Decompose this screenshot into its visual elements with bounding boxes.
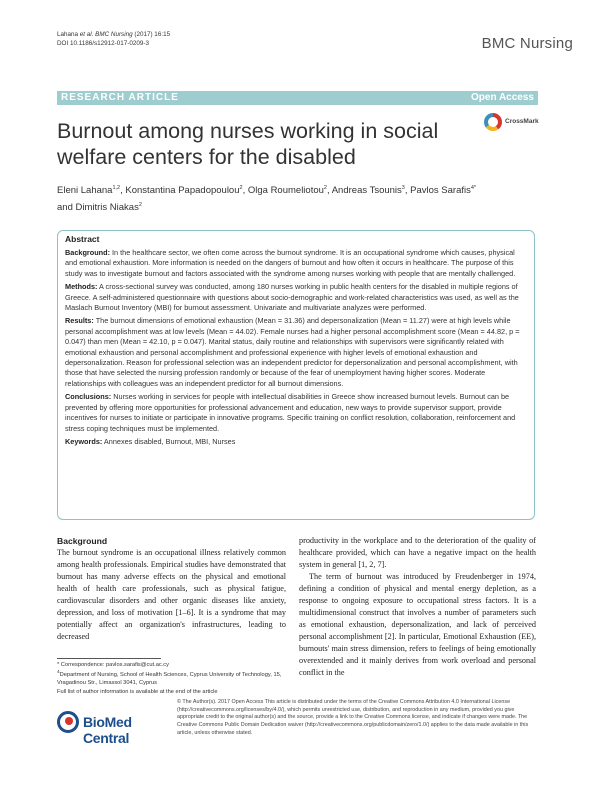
- section-label: Results:: [65, 316, 94, 326]
- section-text: Nurses working in services for people with intellectual disabilities in Greece show increased burnout levels. Burnout can be prevented by offering more opportunities for professional advancement and education, new ways to provide supervisor support, provide incentives for nurses to initiate or participate in innovative programs. Specific training on conflict resolution, collaboration, reinforcement and stress coping techniques must be implemented.: [65, 392, 516, 433]
- section-text: A cross-sectional survey was conducted, among 180 nurses working in public health centers for the disabled in multiple regions of Greece. A self-administered questionnaire with questions about socio-demographic and work-related characteristics was used, as well as the Maslach Burnout Inventory (MBI) for burnout assessment. Univariate and multivariate analyzes were performed.: [65, 282, 519, 313]
- author-affiliation-sup: 3: [401, 185, 405, 191]
- bmc-logo-icon: [57, 711, 79, 733]
- open-access-label: Open Access: [471, 92, 534, 103]
- section-text: In the healthcare sector, we often come across the burnout syndrome. It is an occupational syndrome which causes, physical and emotional exhaustion. More information is needed on the dangers of burnout and how often it occurs in healthcare. The purpose of this study was to investigate burnout and factors associated with the syndrome among nurses working with people that are mentally challenged.: [65, 248, 516, 278]
- abstract-heading: Abstract: [65, 234, 100, 244]
- body-paragraph: productivity in the workplace and to the deterioration of the quality of healthcare provided, which can have a negative impact on the health system in general [1, 2, 7].: [299, 536, 536, 569]
- article-type-banner: [57, 91, 538, 105]
- journal-logo: BMC Nursing: [481, 35, 573, 52]
- body-paragraph: The burnout syndrome is an occupational illness relatively common among health professionals. Empirical studies have demonstrated that burnout has many adverse effects on the physical and emotional health of health care professionals, such as physical fatigue, cardiovascular disorders and other organic diseases like anxiety, depression, and loss of motivation [1–6]. It is a syndrome that may potentially affect an organization's infrastructures, leading to decreased: [57, 548, 286, 641]
- crossmark-button[interactable]: [484, 113, 544, 137]
- publisher-logo: [57, 711, 177, 746]
- section-label: Methods:: [65, 282, 98, 292]
- crossmark-icon: [484, 113, 502, 131]
- affiliation-text: Department of Nursing, School of Health Sciences, Cyprus University of Technology, 15, Vragadinou Str., Limassol 3041, Cyprus: [57, 672, 282, 687]
- section-label: Conclusions:: [65, 392, 112, 402]
- section-text: Annexes disabled, Burnout, MBI, Nurses: [102, 436, 236, 446]
- citation-volume: (2017) 16:15: [134, 31, 171, 38]
- body-column-left: [57, 535, 286, 643]
- abstract-background: [65, 248, 527, 279]
- author-line-2: [57, 198, 547, 215]
- publisher-name: BioMed Central: [83, 714, 132, 746]
- citation-line: [57, 30, 170, 39]
- body-column-right: [299, 535, 536, 679]
- author-affiliation-sup: 1,2: [112, 185, 121, 191]
- article-title: Burnout among nurses working in social welfare centers for the disabled: [57, 119, 439, 169]
- crossmark-label: CrossMark: [505, 118, 539, 125]
- author-affiliation-sup: 2: [239, 185, 243, 191]
- section-label: Keywords:: [65, 436, 103, 446]
- full-author-info-note: Full list of author information is available at the end of the article: [57, 688, 218, 695]
- abstract-box: [57, 230, 535, 520]
- doi: DOI 10.1186/s12912-017-0209-3: [57, 40, 149, 47]
- author-name: and Dimitris Niakas: [57, 202, 139, 214]
- section-text: The burnout dimensions of emotional exhaustion (Mean = 31.36) and depersonalization (Mean = 11.27) were at high levels while personal accomplishment was at low levels (Mean = 44.02). Female nurses had a higher personal accomplishment score (Mean = 44.82, p = 0.047) than men (Mean = 42.10, p = 0.047). Marital status, daily routine and relationships with supervisors were significantly related with emotional exhaustion and personal accomplishment and professional experience with higher levels of emotional exhaustion and depersonalization. Reason for professional selection was an independent predictor for depersonalization and personal accomplishment, with those that have selected the nursing profession randomly or because of the fear of unemployment having higher scores. Moderate relationships with colleagues was an independent predictor for all burnout dimensions.: [65, 316, 520, 388]
- abstract-methods: [65, 282, 527, 313]
- footnote-divider: [57, 658, 161, 659]
- citation-authors: Lahana: [57, 31, 79, 38]
- article-type: RESEARCH ARTICLE: [61, 92, 179, 103]
- author-affiliation-sup: 2: [323, 185, 327, 191]
- abstract-results: [65, 316, 527, 389]
- author-name: , Pavlos Sarafis: [404, 185, 471, 197]
- correspondence: * Correspondence: pavlos.sarafis@cut.ac.cy: [57, 662, 169, 668]
- citation-header: [57, 30, 170, 48]
- author-affiliation-sup: 4*: [470, 185, 477, 191]
- author-name: , Konstantina Papadopoulou: [120, 185, 240, 197]
- affiliation-sup: 4: [57, 670, 60, 676]
- citation-journal: et al. BMC Nursing: [79, 31, 133, 38]
- author-name: , Andreas Tsounis: [326, 185, 402, 197]
- abstract-conclusions: [65, 392, 527, 434]
- affiliation: [57, 669, 287, 687]
- author-affiliation-sup: 2: [138, 202, 142, 209]
- author-line-1: [57, 181, 547, 198]
- footnotes: [57, 661, 287, 696]
- author-list: [57, 181, 547, 215]
- abstract-keywords: [65, 437, 527, 447]
- section-heading: Background: [57, 536, 108, 546]
- body-paragraph: The term of burnout was introduced by Freudenberger in 1974, defining a condition of physical and mental energy depletion, as a response to ongoing exposure to occupational stress factors. It is a multidimensional construct that involves a number of parameters such as emotional exhaustion, depersonalization, and lack of perceived personal accomplishment [2]. In particular, Emotional Exhaustion (EE), burnouts' main stress dimension, refers to feelings of being emotionally overextended and it mainly derives from work overload and personal conflict in the: [299, 572, 536, 677]
- section-label: Background:: [65, 248, 110, 257]
- author-name: , Olga Roumeliotou: [242, 185, 324, 197]
- license-text: © The Author(s). 2017 Open Access This article is distributed under the terms of the Creative Commons Attribution 4.0 International License (http://creativecommons.org/licenses/by/4.0/), which permits unrestricted use, distribution, and reproduction in any medium, provided you give appropriate credit to the original author(s) and the source, provide a link to the Creative Commons license, and indicate if changes were made. The Creative Commons Public Domain Dedication waiver (http://creativecommons.org/publicdomain/zero/1.0/) applies to the data made available in this article, unless otherwise stated.: [177, 699, 529, 736]
- author-name: Eleni Lahana: [57, 185, 113, 197]
